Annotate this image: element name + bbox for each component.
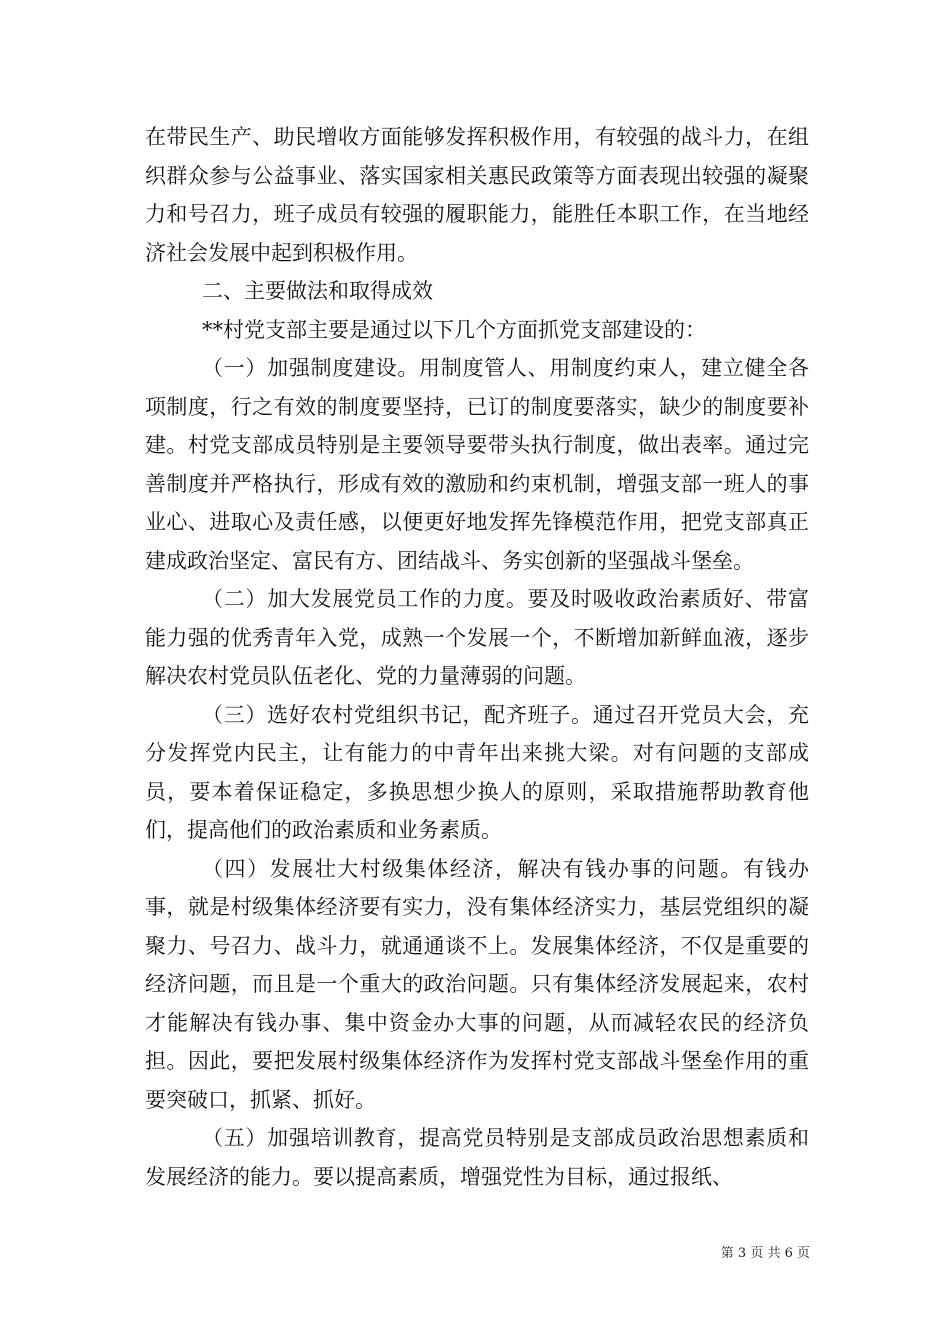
paragraph-item-4: （四）发展壮大村级集体经济，解决有钱办事的问题。有钱办事，就是村级集体经济要有实力，没有集体经济实力，基层党组织的凝聚力、号召力、战斗力，就通通谈不上。发展集体经济，不仅是重要的经济问题，而且是一个重大的政治问题。只有集体经济发展起来，农村才能解决有钱办事、集中资金办大事的问题，从而减轻农民的经济负担。因此，要把发展村级集体经济作为发挥村党支部战斗堡垒作用的重要突破口，抓紧、抓好。 [145, 856, 809, 1112]
paragraph-item-3: （三）选好农村党组织书记，配齐班子。通过召开党员大会，充分发挥党内民主，让有能力的中青年出来挑大梁。对有问题的支部成员，要本着保证稳定，多换思想少换人的原则，采取措施帮助教育他们，提高他们的政治素质和业务素质。 [145, 702, 809, 842]
page-number: 第 3 页 共 6 页 [720, 1246, 810, 1261]
body-text [145, 118, 809, 1196]
paragraph-item-1: （一）加强制度建设。用制度管人、用制度约束人，建立健全各项制度，行之有效的制度要坚持，已订的制度要落实，缺少的制度要补建。村党支部成员特别是主要领导要带头执行制度，做出表率。通过完善制度并严格执行，形成有效的激励和约束机制，增强支部一班人的事业心、进取心及责任感，以便更好地发挥先锋模范作用，把党支部真正建成政治坚定、富民有方、团结战斗、务实创新的坚强战斗堡垒。 [145, 356, 809, 573]
paragraph-item-5: （五）加强培训教育，提高党员特别是支部成员政治思想素质和发展经济的能力。要以提高素质，增强党性为目标，通过报纸、 [145, 1126, 809, 1189]
paragraph-intro: **村党支部主要是通过以下几个方面抓党支部建设的： [202, 317, 706, 342]
paragraph-continuation: 在带民生产、助民增收方面能够发挥积极作用，有较强的战斗力，在组织群众参与公益事业、落实国家相关惠民政策等方面表现出较强的凝聚力和号召力，班子成员有较强的履职能力，能胜任本职工作，在当地经济社会发展中起到积极作用。 [145, 125, 809, 265]
paragraph-item-2: （二）加大发展党员工作的力度。要及时吸收政治素质好、带富能力强的优秀青年入党，成熟一个发展一个，不断增加新鲜血液，逐步解决农村党员队伍老化、党的力量薄弱的问题。 [145, 587, 809, 688]
section-heading: 二、主要做法和取得成效 [202, 279, 433, 303]
